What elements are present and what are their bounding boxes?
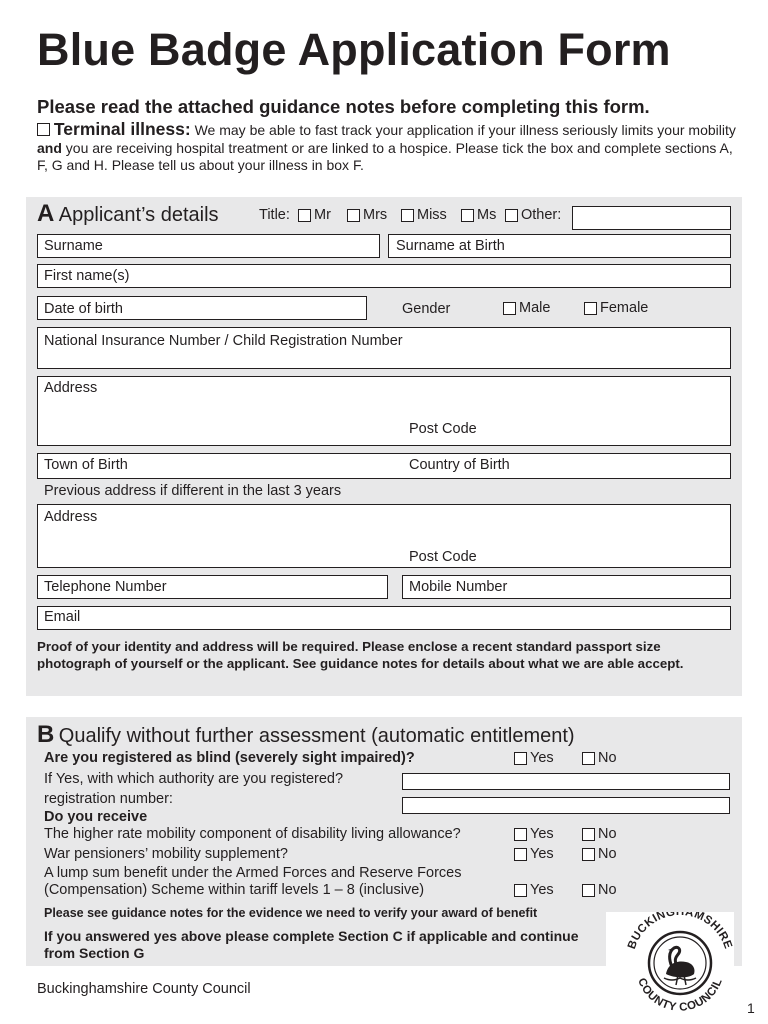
checkbox[interactable] [514,884,527,897]
address-field[interactable] [37,376,731,446]
do-you-receive-label: Do you receive [44,809,148,825]
title-prefix: Title: [259,207,290,223]
email-label: Email [44,609,81,625]
lump-sum-question-line2: (Compensation) Scheme within tariff levels 1 – 8 (inclusive) [44,882,425,898]
dla-question: The higher rate mobility component of disability living allowance? [44,826,461,842]
section-a-letter: A [37,200,55,227]
blind-yes-option[interactable]: Yes [514,750,554,766]
country-of-birth-label: Country of Birth [409,457,510,473]
section-b-title: Qualify without further assessment (automatic entitlement) [58,725,575,747]
blind-no-option[interactable]: No [582,750,617,766]
guidance-instruction: Please read the attached guidance notes before completing this form. [37,96,650,117]
title-other-input[interactable] [572,206,731,230]
blind-question: Are you registered as blind (severely sight impaired)? [44,750,415,766]
checkbox[interactable] [347,209,360,222]
section-b-letter: B [37,721,55,748]
page-title: Blue Badge Application Form [37,24,671,75]
ni-number-label: National Insurance Number / Child Registration Number [44,333,403,349]
town-of-birth-label: Town of Birth [44,457,128,473]
lump-sum-no-option[interactable]: No [582,882,617,898]
war-pension-question: War pensioners’ mobility supplement? [44,846,288,862]
checkbox[interactable] [584,302,597,315]
evidence-note: Please see guidance notes for the evidence we need to verify your award of benefit [44,906,538,920]
war-pension-yes-option[interactable]: Yes [514,846,554,862]
council-seal-icon [606,912,734,1012]
checkbox[interactable] [401,209,414,222]
post-code-label: Post Code [409,421,477,437]
email-field[interactable] [37,606,731,630]
checkbox[interactable] [505,209,518,222]
lump-sum-question-line1: A lump sum benefit under the Armed Forces and Reserve Forces [44,865,462,881]
terminal-illness-paragraph [37,121,737,175]
checkbox[interactable] [298,209,311,222]
title-option-mrs[interactable]: Mrs [347,207,387,223]
terminal-illness-checkbox[interactable] [37,123,50,136]
birth-place-field[interactable] [37,453,731,479]
title-option-miss[interactable]: Miss [401,207,447,223]
dla-yes-option[interactable]: Yes [514,826,554,842]
terminal-illness-label: Terminal illness: [53,119,191,139]
checkbox[interactable] [461,209,474,222]
logo-text-top: BUCKINGHAMSHIRE [626,912,734,951]
surname-at-birth-label: Surname at Birth [396,238,505,254]
gender-label: Gender [402,301,451,317]
registration-number-input[interactable] [402,797,730,814]
lump-sum-yes-option[interactable]: Yes [514,882,554,898]
war-pension-no-option[interactable]: No [582,846,617,862]
section-b-header [37,721,575,749]
gender-male-option[interactable]: Male [503,300,550,316]
footer-council-name: Buckinghamshire County Council [37,981,251,997]
terminal-text-2: you are receiving hospital treatment or are linked to a hospice. Please tick the box and complete sections A, F, G and H. Please tell us about your illness in box F. [37,139,733,173]
previous-address-label: Address [44,509,98,525]
checkbox[interactable] [582,884,595,897]
telephone-label: Telephone Number [44,579,167,595]
checkbox[interactable] [514,752,527,765]
first-names-field[interactable] [37,264,731,288]
checkbox[interactable] [503,302,516,315]
proof-note: Proof of your identity and address will be required. Please enclose a recent standard passport size photograph of yourself or the applicant. See guidance notes for details about what we are able accept. [37,639,684,671]
dla-no-option[interactable]: No [582,826,617,842]
surname-label: Surname [44,238,103,254]
terminal-text-1: We may be able to fast track your application if your illness seriously limits your mobility [190,122,736,138]
checkbox[interactable] [514,848,527,861]
previous-address-field[interactable] [37,504,731,568]
section-a-header [37,200,219,228]
authority-input[interactable] [402,773,730,790]
checkbox[interactable] [582,828,595,841]
authority-question: If Yes, with which authority are you registered? [44,771,344,787]
checkbox[interactable] [514,828,527,841]
logo-text-bottom: COUNTY COUNCIL [635,976,725,1012]
continue-note: If you answered yes above please complete Section C if applicable and continue from Section G [44,928,579,961]
section-a-title: Applicant’s details [58,204,219,226]
previous-post-code-label: Post Code [409,549,477,565]
title-option-ms[interactable]: Ms [461,207,496,223]
address-label: Address [44,380,98,396]
title-option-other[interactable]: Other: [505,207,561,223]
council-logo [606,912,734,1012]
first-names-label: First name(s) [44,268,130,284]
date-of-birth-label: Date of birth [44,301,123,317]
terminal-and: and [37,139,62,156]
previous-address-note: Previous address if different in the last 3 years [44,483,342,499]
registration-number-label: registration number: [44,791,173,807]
title-option-mr[interactable]: Mr [298,207,331,223]
checkbox[interactable] [582,848,595,861]
gender-female-option[interactable]: Female [584,300,648,316]
checkbox[interactable] [582,752,595,765]
mobile-label: Mobile Number [409,579,508,595]
page-number: 1 [747,1000,755,1016]
